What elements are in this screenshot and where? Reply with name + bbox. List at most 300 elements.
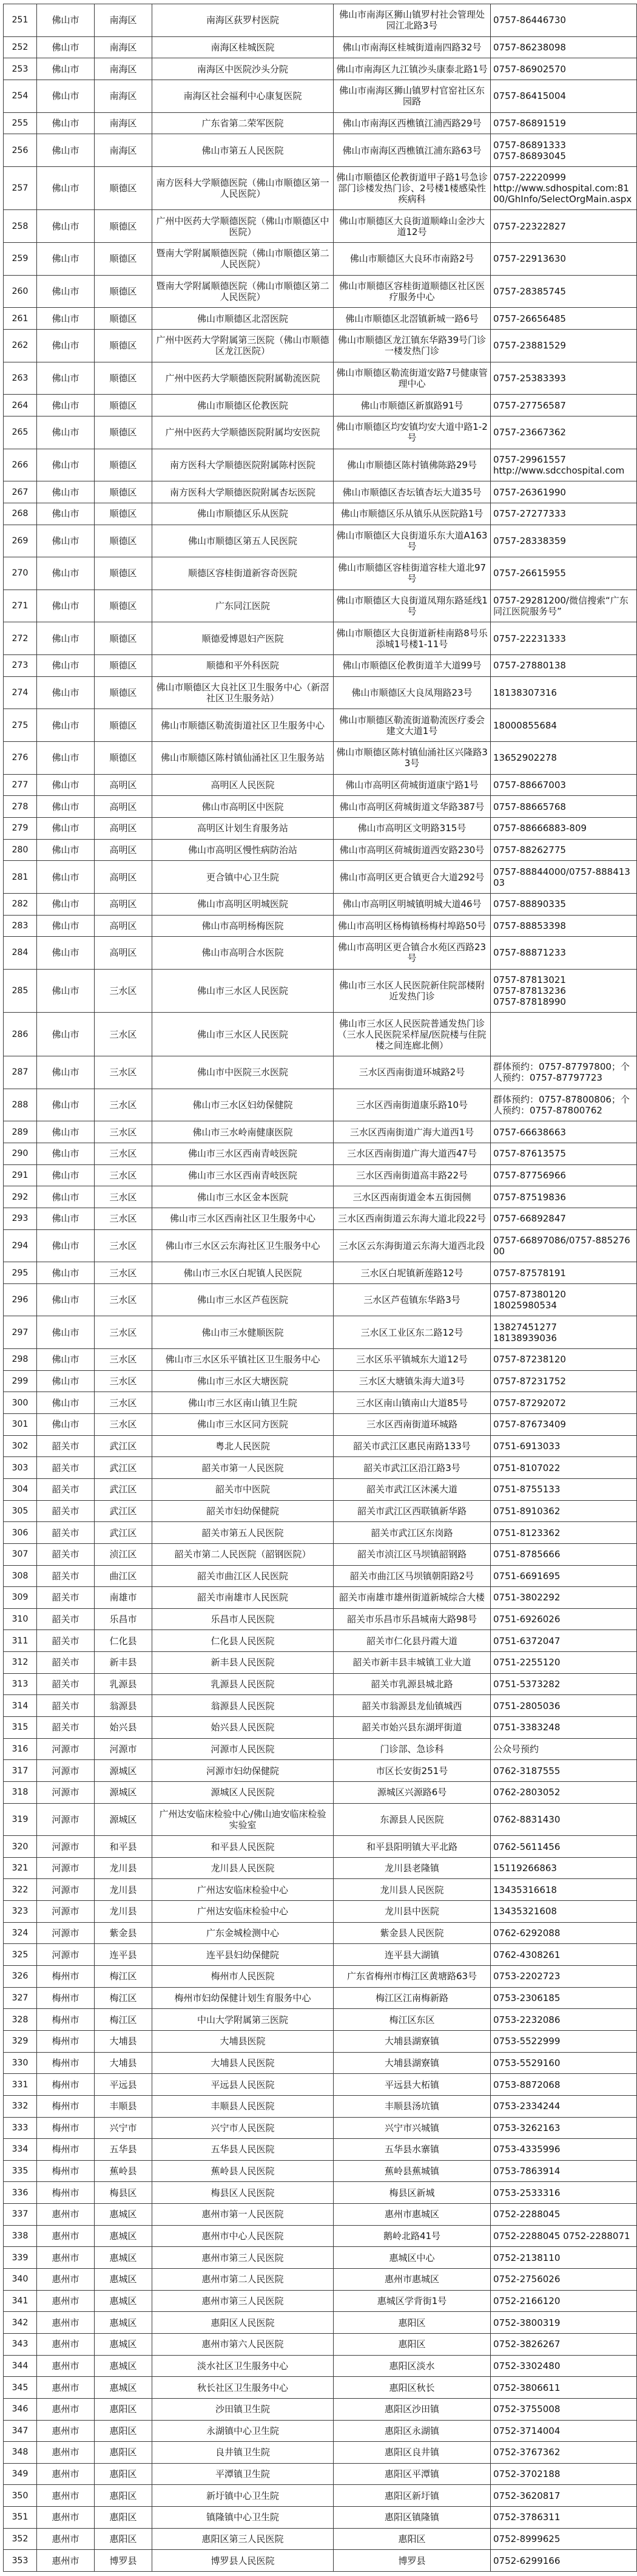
- row-number: 261: [4, 308, 37, 330]
- address-cell: 韶关市曲江区马坝镇朝阳路2号: [334, 1565, 491, 1587]
- address-cell: 韶关市武江区沐溪大道: [334, 1478, 491, 1500]
- hospital-name-cell: 河源市妇幼保健院: [152, 1760, 334, 1782]
- district-cell: 三水区: [95, 1121, 152, 1143]
- table-row: [4, 1435, 637, 1457]
- district-cell: 兴宁市: [95, 2117, 152, 2139]
- row-number: 280: [4, 839, 37, 861]
- table-row: [4, 1901, 637, 1923]
- hospital-name-cell: 南海区荻罗村医院: [152, 4, 334, 37]
- address-cell: 东源县人民医院: [334, 1803, 491, 1836]
- hospital-table-body: [4, 4, 637, 2572]
- table-row: [4, 2463, 637, 2485]
- table-row: [4, 112, 637, 134]
- table-row: [4, 2247, 637, 2269]
- hospital-name-cell: 佛山市三水区西南社区卫生服务中心: [152, 1208, 334, 1229]
- table-row: [4, 1966, 637, 1988]
- district-cell: 顺德区: [95, 590, 152, 622]
- row-number: 342: [4, 2312, 37, 2334]
- table-row: [4, 1056, 637, 1089]
- address-cell: 佛山市南海区狮山镇罗村社会管理处园江北路3号: [334, 4, 491, 37]
- hospital-name-cell: 佛山市三水区人民医院: [152, 1013, 334, 1056]
- address-cell: 惠阳区永湖镇: [334, 2420, 491, 2442]
- city-cell: 河源市: [37, 1944, 95, 1966]
- table-row: [4, 1316, 637, 1349]
- hospital-name-cell: 始兴县人民医院: [152, 1717, 334, 1739]
- district-cell: 三水区: [95, 1089, 152, 1121]
- city-cell: 惠州市: [37, 2355, 95, 2377]
- district-cell: 惠城区: [95, 2204, 152, 2226]
- city-cell: 佛山市: [37, 1013, 95, 1056]
- district-cell: 梅江区: [95, 1966, 152, 1988]
- district-cell: 三水区: [95, 1392, 152, 1414]
- row-number: 332: [4, 2095, 37, 2117]
- table-row: [4, 1089, 637, 1121]
- row-number: 319: [4, 1803, 37, 1836]
- row-number: 353: [4, 2550, 37, 2572]
- table-row: [4, 655, 637, 677]
- city-cell: 佛山市: [37, 395, 95, 416]
- hospital-name-cell: 源城区人民医院: [152, 1781, 334, 1803]
- city-cell: 佛山市: [37, 1370, 95, 1392]
- hospital-name-cell: 佛山市顺德区勒流街道社区卫生服务中心: [152, 709, 334, 742]
- row-number: 253: [4, 58, 37, 80]
- district-cell: 梅江区: [95, 2009, 152, 2031]
- table-row: [4, 2485, 637, 2507]
- city-cell: 河源市: [37, 1922, 95, 1944]
- address-cell: 梅江区江南梅新路: [334, 1987, 491, 2009]
- hospital-list-sheet: [3, 4, 632, 2572]
- district-cell: 高明区: [95, 774, 152, 796]
- address-cell: 佛山市高明区荷城街道西安路230号: [334, 839, 491, 861]
- phone-cell: 0757-87613575: [491, 1143, 637, 1164]
- district-cell: 顺德区: [95, 416, 152, 449]
- row-number: 345: [4, 2377, 37, 2399]
- district-cell: 南雄市: [95, 1587, 152, 1609]
- table-row: [4, 362, 637, 395]
- address-cell: 韶关市南雄市雄州街道新城综合大楼: [334, 1587, 491, 1609]
- city-cell: 惠州市: [37, 2333, 95, 2355]
- hospital-name-cell: 和平县人民医院: [152, 1836, 334, 1858]
- phone-cell: 0751-6926026: [491, 1608, 637, 1630]
- address-cell: 和平县阳明镇大平北路: [334, 1836, 491, 1858]
- row-number: 284: [4, 937, 37, 970]
- hospital-name-cell: 乳源县人民医院: [152, 1673, 334, 1695]
- phone-cell: 0757-28385745: [491, 275, 637, 308]
- address-cell: 韶关市乳源县城北路: [334, 1673, 491, 1695]
- table-row: [4, 676, 637, 709]
- row-number: 321: [4, 1857, 37, 1879]
- address-cell: 博罗县: [334, 2550, 491, 2572]
- hospital-name-cell: 顺德爱博恩妇产医院: [152, 622, 334, 655]
- phone-cell: 0757-86446730: [491, 4, 637, 37]
- district-cell: 南海区: [95, 58, 152, 80]
- city-cell: 佛山市: [37, 1262, 95, 1284]
- hospital-name-cell: 五华县人民医院: [152, 2139, 334, 2161]
- row-number: 294: [4, 1229, 37, 1262]
- table-row: [4, 1879, 637, 1901]
- district-cell: 高明区: [95, 796, 152, 818]
- phone-cell: 0752-3800319: [491, 2312, 637, 2334]
- hospital-name-cell: 沙田镇卫生院: [152, 2398, 334, 2420]
- row-number: 268: [4, 503, 37, 525]
- hospital-name-cell: 梅县区人民医院: [152, 2182, 334, 2204]
- address-cell: 韶关市翁源县龙仙镇城西: [334, 1695, 491, 1717]
- hospital-name-cell: 佛山市高明区慢性病防治站: [152, 839, 334, 861]
- city-cell: 惠州市: [37, 2398, 95, 2420]
- address-cell: 三水区工业区东二路12号: [334, 1316, 491, 1349]
- city-cell: 梅州市: [37, 1966, 95, 1988]
- address-cell: 五华县水寨镇: [334, 2139, 491, 2161]
- hospital-name-cell: 高明区人民医院: [152, 774, 334, 796]
- hospital-name-cell: 南海区社会福利中心康复医院: [152, 80, 334, 112]
- table-row: [4, 1781, 637, 1803]
- hospital-name-cell: 大埔县人民医院: [152, 2052, 334, 2074]
- table-row: [4, 1262, 637, 1284]
- city-cell: 佛山市: [37, 1056, 95, 1089]
- table-row: [4, 557, 637, 590]
- city-cell: 韶关市: [37, 1478, 95, 1500]
- phone-cell: 0753-8872068: [491, 2074, 637, 2096]
- address-cell: 佛山市南海区西樵镇江浦东路63号: [334, 134, 491, 167]
- row-number: 341: [4, 2290, 37, 2312]
- phone-cell: 0757-86891519: [491, 112, 637, 134]
- city-cell: 佛山市: [37, 1164, 95, 1186]
- district-cell: 顺德区: [95, 709, 152, 742]
- district-cell: 武江区: [95, 1522, 152, 1544]
- row-number: 333: [4, 2117, 37, 2139]
- hospital-name-cell: 韶关市第二人民医院（韶钢医院）: [152, 1543, 334, 1565]
- city-cell: 梅州市: [37, 2117, 95, 2139]
- district-cell: 三水区: [95, 1164, 152, 1186]
- city-cell: 韶关市: [37, 1565, 95, 1587]
- row-number: 348: [4, 2442, 37, 2464]
- row-number: 306: [4, 1522, 37, 1544]
- phone-cell: 0757-27277333: [491, 503, 637, 525]
- hospital-name-cell: 佛山市三水岭南健康医院: [152, 1121, 334, 1143]
- phone-cell: 0757-22231333: [491, 622, 637, 655]
- address-cell: 三水区西南街道环城路: [334, 1414, 491, 1436]
- phone-cell: 公众号预约: [491, 1738, 637, 1760]
- district-cell: 顺德区: [95, 449, 152, 481]
- district-cell: 五华县: [95, 2139, 152, 2161]
- address-cell: 韶关市武江区东岗路: [334, 1522, 491, 1544]
- district-cell: 三水区: [95, 1208, 152, 1229]
- table-row: [4, 416, 637, 449]
- table-row: [4, 2095, 637, 2117]
- row-number: 289: [4, 1121, 37, 1143]
- row-number: 281: [4, 861, 37, 894]
- address-cell: 韶关市武江区西联镇新华路: [334, 1500, 491, 1522]
- district-cell: 龙川县: [95, 1857, 152, 1879]
- district-cell: 三水区: [95, 1349, 152, 1371]
- hospital-name-cell: 博罗县人民医院: [152, 2550, 334, 2572]
- district-cell: 顺德区: [95, 622, 152, 655]
- address-cell: 佛山市顺德区新旗路91号: [334, 395, 491, 416]
- phone-cell: 0753-2202723: [491, 1966, 637, 1988]
- phone-cell: 0753-5522999: [491, 2030, 637, 2052]
- phone-cell: 0757-86902570: [491, 58, 637, 80]
- row-number: 256: [4, 134, 37, 167]
- phone-cell: 13827451277 18138939036: [491, 1316, 637, 1349]
- row-number: 272: [4, 622, 37, 655]
- district-cell: 梅县区: [95, 2182, 152, 2204]
- address-cell: 韶关市新丰县丰城镇工业大道: [334, 1652, 491, 1674]
- district-cell: 博罗县: [95, 2550, 152, 2572]
- address-cell: 三水区西南街道康乐路10号: [334, 1089, 491, 1121]
- phone-cell: 群体预约：0757-87797800；个人预约：0757-87797723: [491, 1056, 637, 1089]
- row-number: 331: [4, 2074, 37, 2096]
- city-cell: 佛山市: [37, 557, 95, 590]
- address-cell: 佛山市顺德区大良街道顺峰山金沙大道12号: [334, 210, 491, 243]
- row-number: 323: [4, 1901, 37, 1923]
- city-cell: 河源市: [37, 1760, 95, 1782]
- row-number: 311: [4, 1630, 37, 1652]
- row-number: 307: [4, 1543, 37, 1565]
- city-cell: 佛山市: [37, 503, 95, 525]
- row-number: 285: [4, 969, 37, 1013]
- row-number: 288: [4, 1089, 37, 1121]
- phone-cell: 0757-29281200/微信搜索“广东同江医院服务号”: [491, 590, 637, 622]
- phone-cell: 0752-3620817: [491, 2485, 637, 2507]
- address-cell: 惠阳区秋长: [334, 2377, 491, 2399]
- city-cell: 佛山市: [37, 166, 95, 210]
- hospital-name-cell: 新圩镇中心卫生院: [152, 2485, 334, 2507]
- address-cell: 韶关市浈江区马坝镇韶钢路: [334, 1543, 491, 1565]
- hospital-name-cell: 南海区桂城医院: [152, 36, 334, 58]
- hospital-name-cell: 顺德和平外科医院: [152, 655, 334, 677]
- address-cell: 大埔县湖寮镇: [334, 2030, 491, 2052]
- row-number: 282: [4, 893, 37, 915]
- phone-cell: 0757-22322827: [491, 210, 637, 243]
- row-number: 320: [4, 1836, 37, 1858]
- phone-cell: 0751-5373282: [491, 1673, 637, 1695]
- address-cell: 平远县大柘镇: [334, 2074, 491, 2096]
- row-number: 259: [4, 243, 37, 276]
- hospital-name-cell: 广东省第二荣军医院: [152, 112, 334, 134]
- city-cell: 佛山市: [37, 1229, 95, 1262]
- city-cell: 佛山市: [37, 525, 95, 557]
- phone-cell: 0757-87578191: [491, 1262, 637, 1284]
- row-number: 326: [4, 1966, 37, 1988]
- address-cell: 佛山市顺德区勒流街道安路7号健康管理中心: [334, 362, 491, 395]
- address-cell: 梅县区新城: [334, 2182, 491, 2204]
- row-number: 302: [4, 1435, 37, 1457]
- city-cell: 佛山市: [37, 915, 95, 937]
- phone-cell: 0757-87813021 0757-87813236 0757-87818990: [491, 969, 637, 1013]
- phone-cell: 0757-88667003: [491, 774, 637, 796]
- address-cell: 惠城区中心: [334, 2247, 491, 2269]
- hospital-name-cell: 佛山市顺德区陈村镇仙涌社区卫生服务站: [152, 742, 334, 775]
- address-cell: 佛山市顺德区大良街道乐东大道A163号: [334, 525, 491, 557]
- address-cell: 三水区西南街道广海大道西47号: [334, 1143, 491, 1164]
- phone-cell: 0757-88666883-809: [491, 817, 637, 839]
- address-cell: 大埔县湖寮镇: [334, 2052, 491, 2074]
- phone-cell: 0752-3702188: [491, 2463, 637, 2485]
- city-cell: 佛山市: [37, 1392, 95, 1414]
- phone-cell: 0757-88853398: [491, 915, 637, 937]
- row-number: 290: [4, 1143, 37, 1164]
- district-cell: 三水区: [95, 969, 152, 1013]
- row-number: 350: [4, 2485, 37, 2507]
- hospital-name-cell: 佛山市中医院三水医院: [152, 1056, 334, 1089]
- district-cell: 南海区: [95, 4, 152, 37]
- district-cell: 顺德区: [95, 210, 152, 243]
- hospital-name-cell: 新丰县人民医院: [152, 1652, 334, 1674]
- city-cell: 韶关市: [37, 1500, 95, 1522]
- row-number: 251: [4, 4, 37, 37]
- phone-cell: 0751-6691695: [491, 1565, 637, 1587]
- phone-cell: [491, 1013, 637, 1056]
- phone-cell: 0757-66892847: [491, 1208, 637, 1229]
- phone-cell: 0757-87519836: [491, 1186, 637, 1208]
- address-cell: 三水区西南街道广海大道西1号: [334, 1121, 491, 1143]
- hospital-name-cell: 惠阳区第三人民医院: [152, 2528, 334, 2550]
- row-number: 278: [4, 796, 37, 818]
- table-row: [4, 1760, 637, 1782]
- district-cell: 武江区: [95, 1435, 152, 1457]
- row-number: 337: [4, 2204, 37, 2226]
- row-number: 277: [4, 774, 37, 796]
- table-row: [4, 1208, 637, 1229]
- address-cell: 龙川县老隆镇: [334, 1857, 491, 1879]
- address-cell: 佛山市高明区荷城街道康宁路1号: [334, 774, 491, 796]
- row-number: 299: [4, 1370, 37, 1392]
- hospital-name-cell: 河源市人民医院: [152, 1738, 334, 1760]
- table-row: [4, 1608, 637, 1630]
- table-row: [4, 937, 637, 970]
- hospital-name-cell: 秋长社区卫生服务中心: [152, 2377, 334, 2399]
- city-cell: 佛山市: [37, 4, 95, 37]
- district-cell: 三水区: [95, 1414, 152, 1436]
- city-cell: 佛山市: [37, 134, 95, 167]
- row-number: 265: [4, 416, 37, 449]
- hospital-name-cell: 惠州市第六人民医院: [152, 2333, 334, 2355]
- phone-cell: 0751-2255120: [491, 1652, 637, 1674]
- city-cell: 梅州市: [37, 2030, 95, 2052]
- hospital-name-cell: 佛山市三水区西南青岐医院: [152, 1143, 334, 1164]
- city-cell: 惠州市: [37, 2247, 95, 2269]
- hospital-name-cell: 佛山市顺德区乐从医院: [152, 503, 334, 525]
- row-number: 334: [4, 2139, 37, 2161]
- district-cell: 紫金县: [95, 1922, 152, 1944]
- district-cell: 顺德区: [95, 655, 152, 677]
- phone-cell: 0762-8831430: [491, 1803, 637, 1836]
- row-number: 296: [4, 1283, 37, 1316]
- district-cell: 武江区: [95, 1500, 152, 1522]
- address-cell: 佛山市顺德区陈村镇佛陈路29号: [334, 449, 491, 481]
- phone-cell: 0752-2138110: [491, 2247, 637, 2269]
- city-cell: 韶关市: [37, 1543, 95, 1565]
- city-cell: 佛山市: [37, 36, 95, 58]
- city-cell: 河源市: [37, 1738, 95, 1760]
- row-number: 338: [4, 2225, 37, 2247]
- row-number: 292: [4, 1186, 37, 1208]
- address-cell: 佛山市顺德区均安镇均安大道中路1-2号: [334, 416, 491, 449]
- city-cell: 梅州市: [37, 2182, 95, 2204]
- district-cell: 惠阳区: [95, 2442, 152, 2464]
- phone-cell: 0757-87292072: [491, 1392, 637, 1414]
- table-row: [4, 893, 637, 915]
- row-number: 258: [4, 210, 37, 243]
- row-number: 328: [4, 2009, 37, 2031]
- phone-cell: 0751-8123362: [491, 1522, 637, 1544]
- table-row: [4, 2312, 637, 2334]
- table-row: [4, 2550, 637, 2572]
- table-row: [4, 1013, 637, 1056]
- row-number: 310: [4, 1608, 37, 1630]
- district-cell: 高明区: [95, 817, 152, 839]
- row-number: 260: [4, 275, 37, 308]
- city-cell: 韶关市: [37, 1673, 95, 1695]
- row-number: 347: [4, 2420, 37, 2442]
- hospital-name-cell: 佛山市三水区南山镇卫生院: [152, 1392, 334, 1414]
- hospital-name-cell: 韶关市妇幼保健院: [152, 1500, 334, 1522]
- city-cell: 韶关市: [37, 1587, 95, 1609]
- hospital-name-cell: 南方医科大学顺德医院附属杏坛医院: [152, 481, 334, 503]
- district-cell: 三水区: [95, 1143, 152, 1164]
- table-row: [4, 861, 637, 894]
- city-cell: 韶关市: [37, 1522, 95, 1544]
- phone-cell: 13652902278: [491, 742, 637, 775]
- city-cell: 佛山市: [37, 709, 95, 742]
- city-cell: 韶关市: [37, 1630, 95, 1652]
- table-row: [4, 1944, 637, 1966]
- address-cell: 佛山市顺德区伦教街道甲子路1号急诊部门诊楼发热门诊、2号楼1楼感染性疾病科: [334, 166, 491, 210]
- district-cell: 高明区: [95, 893, 152, 915]
- phone-cell: 0751-3383248: [491, 1717, 637, 1739]
- row-number: 309: [4, 1587, 37, 1609]
- hospital-name-cell: 南方医科大学顺德医院附属陈村医院: [152, 449, 334, 481]
- address-cell: 连平县大湖镇: [334, 1944, 491, 1966]
- address-cell: 佛山市南海区桂城街道南四路32号: [334, 36, 491, 58]
- address-cell: 佛山市顺德区伦教街道羊大道99号: [334, 655, 491, 677]
- row-number: 283: [4, 915, 37, 937]
- hospital-name-cell: 龙川县人民医院: [152, 1857, 334, 1879]
- city-cell: 惠州市: [37, 2442, 95, 2464]
- table-row: [4, 243, 637, 276]
- hospital-name-cell: 广东同江医院: [152, 590, 334, 622]
- city-cell: 河源市: [37, 1803, 95, 1836]
- address-cell: 佛山市顺德区陈村镇仙涌社区兴隆路33号: [334, 742, 491, 775]
- table-row: [4, 969, 637, 1013]
- district-cell: 高明区: [95, 915, 152, 937]
- address-cell: 惠阳区: [334, 2528, 491, 2550]
- row-number: 267: [4, 481, 37, 503]
- table-row: [4, 622, 637, 655]
- phone-cell: 0752-3806611: [491, 2377, 637, 2399]
- table-row: [4, 80, 637, 112]
- phone-cell: 0762-2803052: [491, 1781, 637, 1803]
- hospital-name-cell: 良井镇卫生院: [152, 2442, 334, 2464]
- table-row: [4, 525, 637, 557]
- phone-cell: 0757-86891333 0757-86893045: [491, 134, 637, 167]
- city-cell: 河源市: [37, 1781, 95, 1803]
- phone-cell: 0757-26656485: [491, 308, 637, 330]
- address-cell: 佛山市三水区人民医院新住院部楼附近发热门诊: [334, 969, 491, 1013]
- city-cell: 佛山市: [37, 58, 95, 80]
- city-cell: 梅州市: [37, 1987, 95, 2009]
- address-cell: 鹅岭北路41号: [334, 2225, 491, 2247]
- district-cell: 顺德区: [95, 166, 152, 210]
- phone-cell: 0757-22220999 http://www.sdhospital.com:8100/GhInfo/SelectOrgMain.aspx: [491, 166, 637, 210]
- phone-cell: 0752-2288045 0752-2288071: [491, 2225, 637, 2247]
- address-cell: 惠阳区平潭镇: [334, 2463, 491, 2485]
- table-row: [4, 1717, 637, 1739]
- table-row: [4, 1652, 637, 1674]
- district-cell: 顺德区: [95, 481, 152, 503]
- phone-cell: 0762-5611456: [491, 1836, 637, 1858]
- hospital-name-cell: 平潭镇卫生院: [152, 2463, 334, 2485]
